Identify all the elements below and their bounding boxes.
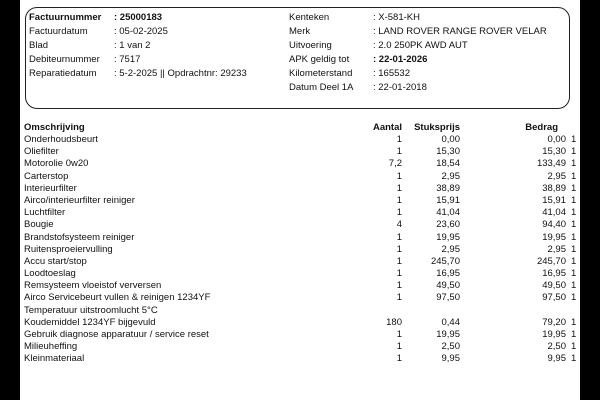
item-description: Milieuheffing bbox=[24, 341, 78, 353]
item-amount: 79,20 bbox=[542, 316, 566, 328]
item-unit-price: 97,50 bbox=[436, 292, 460, 304]
invoice-date-value: : 05-02-2025 bbox=[114, 26, 168, 37]
table-row bbox=[20, 353, 580, 365]
table-row bbox=[20, 195, 580, 207]
table-row bbox=[20, 183, 580, 195]
item-unit-price: 19,95 bbox=[436, 329, 460, 340]
item-description: Interieurfilter bbox=[24, 182, 77, 194]
item-amount: 2,95 bbox=[547, 170, 566, 182]
item-vat-code: 1 bbox=[571, 329, 577, 340]
item-description: Remsysteem vloeistof verversen bbox=[24, 280, 162, 292]
item-quantity: 1 bbox=[396, 231, 402, 243]
item-unit-price: 38,89 bbox=[436, 182, 460, 194]
item-unit-price: 2,50 bbox=[441, 341, 460, 353]
item-unit-price: 41,04 bbox=[436, 207, 460, 219]
item-quantity: 7,2 bbox=[388, 158, 402, 170]
item-vat-code: 1 bbox=[571, 134, 577, 145]
item-quantity: 1 bbox=[396, 268, 402, 280]
invoice-header-box bbox=[25, 7, 570, 109]
item-vat-code: 1 bbox=[571, 231, 577, 243]
table-row bbox=[20, 244, 580, 256]
table-row bbox=[20, 292, 580, 304]
version-value: : 2.0 250PK AWD AUT bbox=[373, 40, 468, 51]
item-description: Koudemiddel 1234YF bijgevuld bbox=[24, 316, 156, 328]
item-quantity: 1 bbox=[396, 329, 402, 340]
item-description: Gebruik diagnose apparatuur / service reset bbox=[24, 329, 209, 340]
version-label: Uitvoering bbox=[289, 40, 332, 51]
item-description: Airco/interieurfilter reiniger bbox=[24, 194, 135, 206]
item-unit-price: 0,00 bbox=[441, 134, 460, 145]
invoice-page bbox=[20, 0, 580, 400]
registration-date-value: : 22-01-2018 bbox=[373, 82, 427, 93]
mileage-label: Kilometerstand bbox=[289, 68, 353, 79]
mileage-value: : 165532 bbox=[373, 68, 410, 79]
column-header-description: Omschrijving bbox=[24, 122, 85, 133]
item-quantity: 1 bbox=[396, 170, 402, 182]
item-description: Brandstofsysteem reiniger bbox=[24, 231, 135, 243]
item-amount: 9,95 bbox=[547, 353, 566, 365]
table-row bbox=[20, 134, 580, 146]
item-amount: 2,95 bbox=[547, 243, 566, 255]
item-vat-code: 1 bbox=[571, 243, 577, 255]
item-quantity: 4 bbox=[396, 219, 402, 231]
item-quantity: 1 bbox=[396, 353, 402, 365]
brand-label: Merk bbox=[289, 26, 311, 37]
item-vat-code: 1 bbox=[571, 170, 577, 182]
registration-date-label: Datum Deel 1A bbox=[289, 82, 354, 93]
item-vat-code: 1 bbox=[571, 292, 577, 304]
debtor-number-label: Debiteurnummer bbox=[29, 54, 100, 65]
page-value: : 1 van 2 bbox=[114, 40, 151, 51]
item-unit-price: 0,44 bbox=[441, 316, 460, 328]
item-amount: 94,40 bbox=[542, 219, 566, 231]
item-vat-code: 1 bbox=[571, 158, 577, 170]
item-quantity: 1 bbox=[396, 134, 402, 145]
table-row bbox=[20, 305, 580, 317]
item-description: Accu start/stop bbox=[24, 255, 87, 267]
item-amount: 97,50 bbox=[542, 292, 566, 304]
column-header-amount: Bedrag bbox=[525, 122, 558, 133]
item-amount: 16,95 bbox=[542, 268, 566, 280]
item-vat-code: 1 bbox=[571, 182, 577, 194]
item-description: Bougie bbox=[24, 219, 54, 231]
item-description: Temperatuur uitstroomlucht 5°C bbox=[24, 304, 158, 316]
item-vat-code: 1 bbox=[571, 353, 577, 365]
item-quantity: 1 bbox=[396, 243, 402, 255]
item-quantity: 1 bbox=[396, 194, 402, 206]
item-amount: 19,95 bbox=[542, 231, 566, 243]
item-vat-code: 1 bbox=[571, 316, 577, 328]
license-plate-value: : X-581-KH bbox=[373, 12, 420, 23]
table-row bbox=[20, 171, 580, 183]
item-description: Oliefilter bbox=[24, 146, 59, 158]
item-amount: 133,49 bbox=[536, 158, 566, 170]
item-unit-price: 15,91 bbox=[436, 194, 460, 206]
item-quantity: 1 bbox=[396, 292, 402, 304]
item-amount: 41,04 bbox=[542, 207, 566, 219]
item-vat-code: 1 bbox=[571, 146, 577, 158]
repair-date-value: : 5-2-2025 || Opdrachtnr: 29233 bbox=[114, 68, 247, 79]
item-amount: 15,91 bbox=[542, 194, 566, 206]
item-description: Motorolie 0w20 bbox=[24, 158, 89, 170]
column-header-unit-price: Stuksprijs bbox=[414, 122, 460, 133]
table-row bbox=[20, 219, 580, 231]
item-quantity: 1 bbox=[396, 255, 402, 267]
table-row bbox=[20, 280, 580, 292]
table-row bbox=[20, 317, 580, 329]
item-description: Carterstop bbox=[24, 170, 69, 182]
item-unit-price: 2,95 bbox=[441, 170, 460, 182]
item-description: Kleinmateriaal bbox=[24, 353, 85, 365]
item-amount: 15,30 bbox=[542, 146, 566, 158]
invoice-number-label: Factuurnummer bbox=[29, 12, 102, 23]
invoice-date-label: Factuurdatum bbox=[29, 26, 88, 37]
item-quantity: 1 bbox=[396, 207, 402, 219]
invoice-number-value: : 25000183 bbox=[114, 12, 163, 23]
table-row bbox=[20, 329, 580, 341]
brand-value: : LAND ROVER RANGE ROVER VELAR bbox=[373, 26, 547, 37]
item-description: Luchtfilter bbox=[24, 207, 66, 219]
item-unit-price: 9,95 bbox=[441, 353, 460, 365]
item-unit-price: 19,95 bbox=[436, 231, 460, 243]
item-vat-code: 1 bbox=[571, 268, 577, 280]
line-items-table bbox=[20, 134, 580, 366]
item-unit-price: 49,50 bbox=[436, 280, 460, 292]
item-unit-price: 15,30 bbox=[436, 146, 460, 158]
item-quantity: 1 bbox=[396, 280, 402, 292]
table-row bbox=[20, 341, 580, 353]
apk-valid-label: APK geldig tot bbox=[289, 54, 350, 65]
item-vat-code: 1 bbox=[571, 341, 577, 353]
item-amount: 38,89 bbox=[542, 182, 566, 194]
table-row bbox=[20, 207, 580, 219]
item-vat-code: 1 bbox=[571, 207, 577, 219]
table-row bbox=[20, 158, 580, 170]
item-unit-price: 18,54 bbox=[436, 158, 460, 170]
item-vat-code: 1 bbox=[571, 219, 577, 231]
item-quantity: 1 bbox=[396, 146, 402, 158]
item-description: Airco Servicebeurt vullen & reinigen 1234YF bbox=[24, 292, 211, 304]
item-amount: 0,00 bbox=[547, 134, 566, 145]
item-unit-price: 16,95 bbox=[436, 268, 460, 280]
repair-date-label: Reparatiedatum bbox=[29, 68, 97, 79]
table-row bbox=[20, 146, 580, 158]
item-unit-price: 23,60 bbox=[436, 219, 460, 231]
item-unit-price: 2,95 bbox=[441, 243, 460, 255]
item-amount: 245,70 bbox=[536, 255, 566, 267]
table-row bbox=[20, 268, 580, 280]
item-description: Ruitensproeiervulling bbox=[24, 243, 113, 255]
item-vat-code: 1 bbox=[571, 280, 577, 292]
item-quantity: 1 bbox=[396, 341, 402, 353]
debtor-number-value: : 7517 bbox=[114, 54, 141, 65]
item-vat-code: 1 bbox=[571, 194, 577, 206]
table-row bbox=[20, 256, 580, 268]
item-amount: 19,95 bbox=[542, 329, 566, 340]
item-description: Loodtoeslag bbox=[24, 268, 76, 280]
item-vat-code: 1 bbox=[571, 255, 577, 267]
license-plate-label: Kenteken bbox=[289, 12, 330, 23]
item-amount: 2,50 bbox=[547, 341, 566, 353]
item-description: Onderhoudsbeurt bbox=[24, 134, 98, 145]
item-unit-price: 245,70 bbox=[430, 255, 460, 267]
column-header-quantity: Aantal bbox=[372, 122, 402, 133]
item-quantity: 180 bbox=[386, 316, 402, 328]
item-quantity: 1 bbox=[396, 182, 402, 194]
apk-valid-value: : 22-01-2026 bbox=[373, 54, 428, 65]
table-row bbox=[20, 232, 580, 244]
page-label: Blad bbox=[29, 40, 49, 51]
item-amount: 49,50 bbox=[542, 280, 566, 292]
